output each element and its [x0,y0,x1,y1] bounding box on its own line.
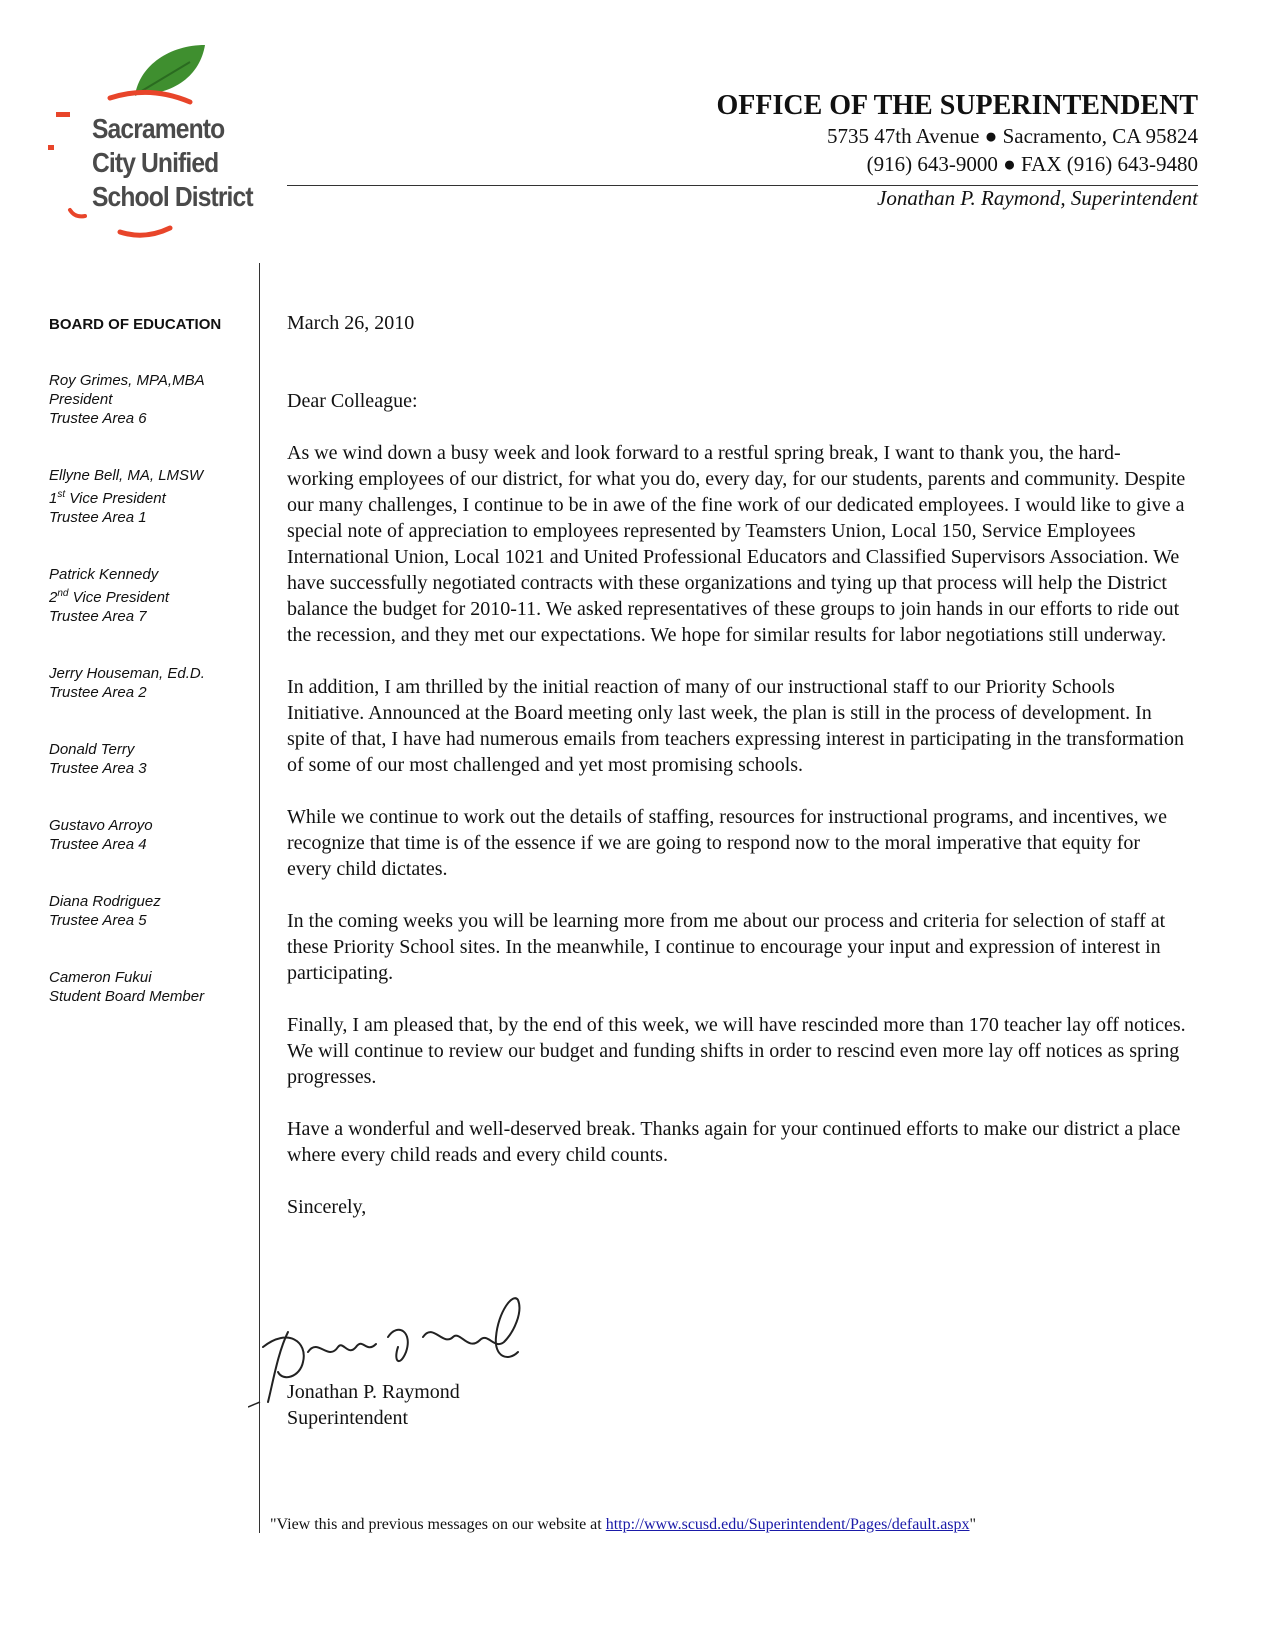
member-area: Trustee Area 6 [49,410,147,427]
signature-block [287,1379,460,1431]
header-divider [287,185,1198,186]
letter-paragraph: Have a wonderful and well-deserved break. Thanks again for your continued efforts to make our district a place where every child reads and every child counts. [287,1118,1181,1166]
member-area: Trustee Area 1 [49,509,147,526]
footer-suffix: " [969,1516,977,1533]
office-header [498,90,1198,212]
letter-paragraph: In addition, I am thrilled by the initial reaction of many of our instructional staff to our Priority Schools Initiative. Announced at the Board meeting only last week, the plan is still in the process of development. In spite of that, I have had numerous emails from teachers expressing interest in participating in the transformation of some of our most challenged and yet most promising schools. [287,676,1184,776]
member-name: Roy Grimes, MPA,MBA [49,372,205,389]
role-ordinal: 2 [49,589,58,606]
letter-salutation: Dear Colleague: [287,390,418,412]
footer-prefix: "View this and previous messages on our website at [270,1516,606,1533]
role-ordinal: 1 [49,490,58,507]
member-area: Trustee Area 5 [49,912,147,929]
member-name: Patrick Kennedy [49,566,159,583]
footer-note [270,1516,976,1534]
member-role [49,584,254,607]
letter-paragraph: While we continue to work out the details of staffing, resources for instructional programs, and incentives, we recognize that time is of the essence if we are going to respond now to the moral imperative that equity for every child dictates. [287,806,1167,880]
member-name: Jerry Houseman, Ed.D. [49,665,205,682]
role-ordinal-suffix: nd [57,588,69,599]
signer-title: Superintendent [287,1407,409,1429]
letter-paragraph: As we wind down a busy week and look forward to a restful spring break, I want to thank you, the hard-working employees of our district, for what you do, every day, for our students, parents and community. Despite our many challenges, I continue to be in awe of the fine work of our dedicated employees. I would like to give a special note of appreciation to employees represented by Teamsters Union, Local 150, Service Employees International Union, Local 1021 and United Professional Educators and Classified Supervisors Association. We have successfully negotiated contracts with these organizations and tying up that process will help the District balance the budget for 2010-11. We asked representatives of these groups to join hands in our efforts to ride out the recession, and they met our expectations. We hope for similar results for labor negotiations still underway. [287,442,1186,646]
member-role: President [49,391,113,408]
logo-line-3: School District [92,181,253,212]
role-text: Vice President [68,589,170,606]
board-title: BOARD OF EDUCATION [49,316,222,333]
board-member [49,565,254,626]
office-phone: (916) 643-9000 ● FAX (916) 643-9480 [866,152,1198,176]
member-name: Ellyne Bell, MA, LMSW [49,467,204,484]
member-area: Trustee Area 2 [49,684,147,701]
board-member [49,892,254,930]
board-member [49,740,254,778]
board-member [49,968,254,1006]
member-role [49,485,254,508]
board-member [49,371,254,428]
board-sidebar [49,316,254,1044]
member-area: Trustee Area 4 [49,836,147,853]
letter-date: March 26, 2010 [287,312,415,334]
logo-line-2: City Unified [92,147,219,178]
member-name: Donald Terry [49,741,135,758]
website-link[interactable]: http://www.scusd.edu/Superintendent/Pages/default.aspx [605,1516,970,1533]
letter-paragraph: In the coming weeks you will be learning more from me about our process and criteria for selection of staff at these Priority School sites. In the meanwhile, I continue to encourage your input and expression of interest in participating. [287,910,1166,984]
board-member [49,816,254,854]
board-member [49,466,254,527]
role-text: Vice President [65,490,166,507]
office-superintendent: Jonathan P. Raymond, Superintendent [877,186,1198,210]
letter-paragraph: Finally, I am pleased that, by the end of this week, we will have rescinded more than 170 teacher lay off notices. We will continue to review our budget and funding shifts in order to rescind even more lay off notices as spring progresses. [287,1014,1186,1088]
board-member [49,664,254,702]
member-name: Gustavo Arroyo [49,817,153,834]
member-name: Diana Rodriguez [49,893,161,910]
member-name: Cameron Fukui [49,969,152,986]
role-ordinal-suffix: st [57,489,66,500]
district-logo [40,40,270,250]
letter-closing: Sincerely, [287,1196,367,1218]
member-area: Student Board Member [49,988,205,1005]
signer-name: Jonathan P. Raymond [287,1381,460,1403]
member-area: Trustee Area 3 [49,760,147,777]
member-area: Trustee Area 7 [49,608,147,625]
logo-line-1: Sacramento [92,113,225,144]
letter-body [287,310,1187,1246]
office-address: 5735 47th Avenue ● Sacramento, CA 95824 [827,124,1198,148]
office-title: OFFICE OF THE SUPERINTENDENT [716,90,1198,121]
